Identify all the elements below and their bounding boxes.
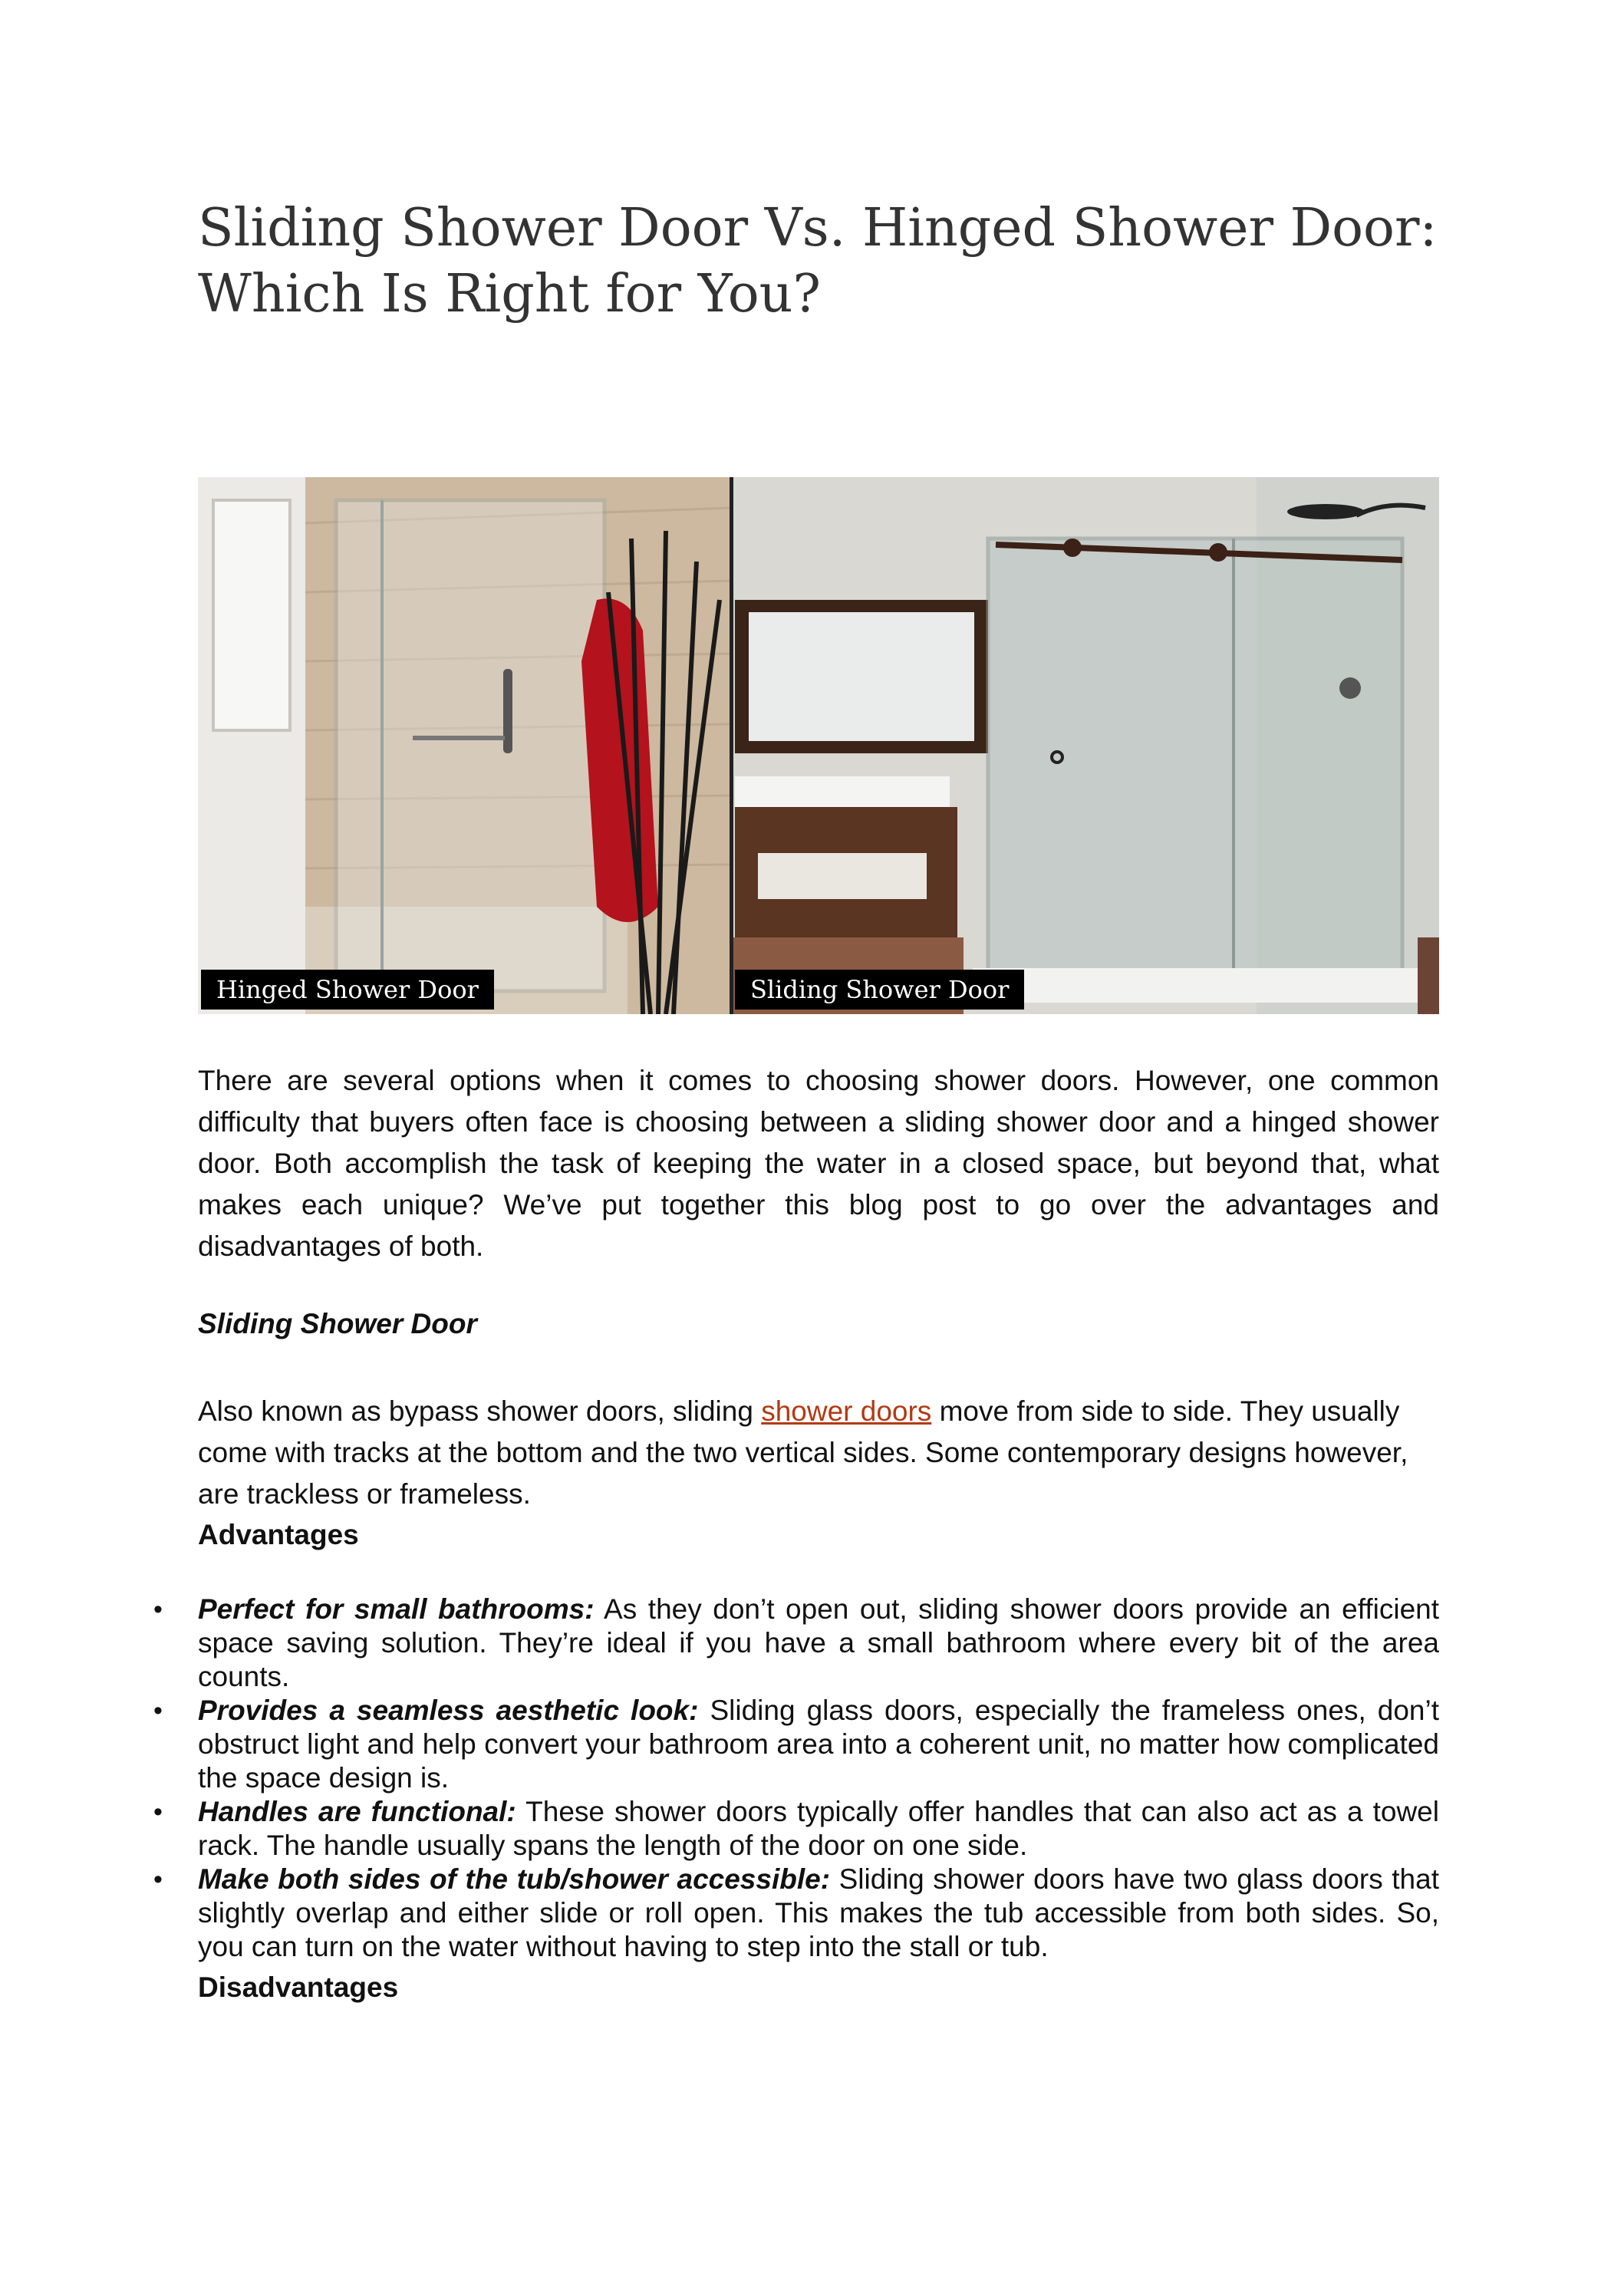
section-description (198, 1391, 1439, 1515)
advantages-list (153, 1593, 1439, 1964)
bullet-icon: • (153, 1595, 163, 1624)
shower-door-comparison-photo (198, 477, 1439, 1014)
hero-image (198, 477, 1439, 1014)
item-text: These shower doors typically offer handles that can also act as a towel rack. The handle usually spans the length of the door on one side. (198, 1796, 1439, 1861)
item-text: Sliding glass doors, especially the frameless ones, don’t obstruct light and help convert your bathroom area into a coherent unit, no matter how complicated the space design is. (198, 1695, 1439, 1794)
disadvantages-label: Disadvantages (198, 1972, 399, 2003)
item-lead: Perfect for small bathrooms: (198, 1593, 595, 1625)
item-text: Sliding shower doors have two glass doors that slightly overlap and either slide or roll open. This makes the tub accessible from both sides. So, you can turn on the water without having to step into the stall or tub. (198, 1863, 1439, 1962)
title-line-1: Sliding Shower Door Vs. Hinged Shower Door: (198, 198, 1438, 259)
bullet-icon: • (153, 1797, 163, 1827)
section-heading: Sliding Shower Door (198, 1308, 477, 1339)
item-text: As they don’t open out, sliding shower doors provide an efficient space saving solution. They’re ideal if you have a small bathroom where every bit of the area counts. (198, 1593, 1439, 1692)
page-title (198, 196, 1456, 328)
intro-paragraph: There are several options when it comes to choosing shower doors. However, one common difficulty that buyers often face is choosing between a sliding shower door and a hinged shower door. Both accomplish the task of keeping the water in a closed space, but beyond that, what makes each unique? We’ve put together this blog post to go over the advantages and disadvantages of both. (198, 1065, 1439, 1262)
title-line-2: Which Is Right for You? (198, 264, 821, 324)
bullet-icon: • (153, 1865, 163, 1894)
list-item (153, 1593, 1439, 1694)
item-lead: Make both sides of the tub/shower accessible: (198, 1863, 831, 1895)
bullet-icon: • (153, 1696, 163, 1725)
item-lead: Handles are functional: (198, 1796, 516, 1827)
item-lead: Provides a seamless aesthetic look: (198, 1695, 699, 1726)
sliding-caption: Sliding Shower Door (735, 970, 1024, 1010)
list-item (153, 1694, 1439, 1795)
hinged-caption: Hinged Shower Door (201, 970, 494, 1010)
desc-text-after: move from side to side. They usually come with tracks at the bottom and the two vertical sides. Some contemporary designs however, are trackless or frameless. (198, 1395, 1408, 1510)
advantages-label: Advantages (198, 1519, 359, 1550)
list-item (153, 1863, 1439, 1964)
shower-doors-link[interactable]: shower doors (761, 1395, 932, 1427)
list-item (153, 1795, 1439, 1863)
desc-text-before: Also known as bypass shower doors, sliding (198, 1395, 762, 1427)
